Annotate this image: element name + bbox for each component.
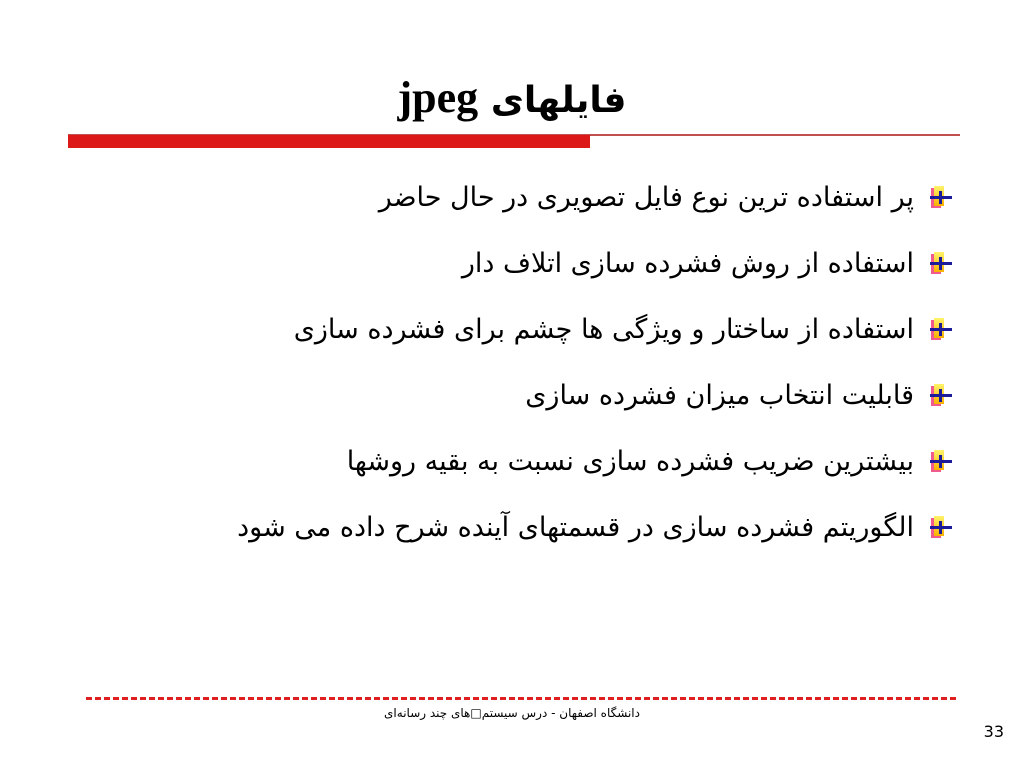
bullet-text: بیشترین ضریب فشرده سازی نسبت به بقیه روشها — [346, 445, 914, 477]
bullet-text: الگوریتم فشرده سازی در قسمتهای آینده شرح داده می شود — [237, 511, 914, 543]
slide-title-persian: فایلهای — [490, 80, 627, 121]
list-item — [94, 494, 954, 560]
bullet-icon — [928, 248, 954, 278]
bullet-icon — [928, 182, 954, 212]
bullet-icon — [928, 446, 954, 476]
bullet-text: پر استفاده ترین نوع فایل تصویری در حال حاضر — [378, 181, 914, 213]
list-item — [94, 428, 954, 494]
footer-dashed-divider — [86, 697, 956, 700]
bullet-list — [94, 164, 954, 560]
list-item — [94, 164, 954, 230]
footer-text: دانشگاه اصفهان - درس سیستم□های چند رسانه‌ای — [384, 706, 640, 720]
bullet-icon — [928, 314, 954, 344]
slide-title — [0, 62, 1024, 137]
list-item — [94, 230, 954, 296]
bullet-text: استفاده از ساختار و ویژگی ها چشم برای فشرده سازی — [293, 313, 914, 345]
list-item — [94, 296, 954, 362]
bullet-text: قابلیت انتخاب میزان فشرده سازی — [525, 379, 914, 411]
title-underline-thick — [68, 135, 590, 148]
slide-title-english: jpeg — [397, 73, 479, 122]
bullet-icon — [928, 380, 954, 410]
page-number: 33 — [983, 722, 1004, 741]
bullet-icon — [928, 512, 954, 542]
list-item — [94, 362, 954, 428]
bullet-text: استفاده از روش فشرده سازی اتلاف دار — [461, 247, 914, 279]
